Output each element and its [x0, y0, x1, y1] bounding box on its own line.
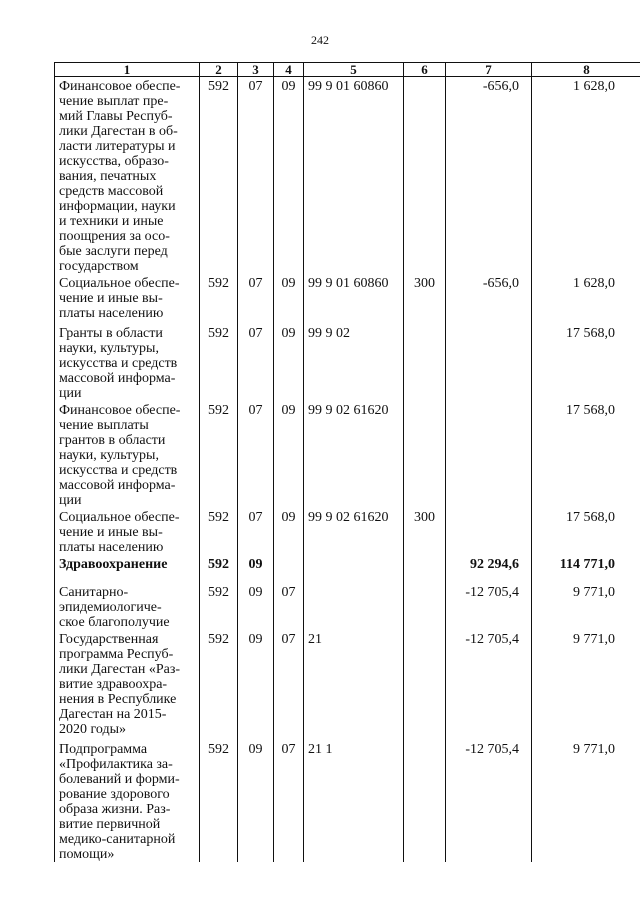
row-target-article-cell: 99 9 01 60860 [304, 77, 404, 275]
page-number: 242 [311, 33, 329, 47]
row-subsection-cell: 09 [274, 274, 304, 324]
row-amount-total-cell: 9 771,0 [532, 583, 640, 630]
row-amount-change-cell: -12 705,4 [446, 583, 532, 630]
row-section-cell: 09 [238, 630, 274, 740]
row-expense-type-cell [404, 740, 446, 862]
table-row [55, 508, 640, 555]
table-row [55, 555, 640, 583]
row-amount-total-cell: 1 628,0 [532, 77, 640, 275]
row-target-article-cell: 21 [304, 630, 404, 740]
row-amount-change-cell: 92 294,6 [446, 555, 532, 583]
row-subsection-cell: 09 [274, 324, 304, 401]
row-expense-type-cell: 300 [404, 274, 446, 324]
column-header: 5 [304, 63, 404, 77]
row-target-article-cell [304, 583, 404, 630]
row-amount-total-cell: 17 568,0 [532, 401, 640, 508]
row-section-cell: 07 [238, 274, 274, 324]
row-expense-type-cell [404, 583, 446, 630]
row-grbs-cell: 592 [200, 740, 238, 862]
row-expense-type-cell: 300 [404, 508, 446, 555]
table-row [55, 583, 640, 630]
row-section-cell: 07 [238, 77, 274, 275]
row-section-cell: 09 [238, 555, 274, 583]
column-header: 7 [446, 63, 532, 77]
column-header: 1 [55, 63, 200, 77]
row-target-article-cell: 99 9 02 61620 [304, 508, 404, 555]
table-row [55, 77, 640, 275]
row-amount-total-cell: 17 568,0 [532, 508, 640, 555]
row-subsection-cell: 09 [274, 508, 304, 555]
row-amount-total-cell: 114 771,0 [532, 555, 640, 583]
row-section-cell: 07 [238, 508, 274, 555]
row-target-article-cell [304, 555, 404, 583]
row-subsection-cell: 07 [274, 740, 304, 862]
table-row [55, 401, 640, 508]
row-amount-change-cell: -12 705,4 [446, 740, 532, 862]
row-amount-change-cell: -656,0 [446, 77, 532, 275]
row-name-cell: Здравоохранение [55, 555, 200, 583]
table-row [55, 740, 640, 862]
column-header: 4 [274, 63, 304, 77]
column-header: 2 [200, 63, 238, 77]
table-header-row [55, 63, 640, 77]
row-expense-type-cell [404, 630, 446, 740]
column-header: 3 [238, 63, 274, 77]
budget-table [54, 62, 640, 862]
row-section-cell: 09 [238, 740, 274, 862]
row-amount-total-cell: 9 771,0 [532, 630, 640, 740]
row-grbs-cell: 592 [200, 630, 238, 740]
row-subsection-cell: 09 [274, 401, 304, 508]
row-expense-type-cell [404, 324, 446, 401]
row-target-article-cell: 21 1 [304, 740, 404, 862]
row-grbs-cell: 592 [200, 583, 238, 630]
row-name-cell: Санитарно- эпидемиологиче- ское благополучие [55, 583, 200, 630]
row-amount-change-cell [446, 508, 532, 555]
row-name-cell: Финансовое обеспе- чение выплат пре- мий Главы Респуб- лики Дагестан в об- ласти литературы и искусства, образо- вания, печатных средств массовой информации, науки и техники и иные поощрения за осо- бые заслуги перед государством [55, 77, 200, 275]
row-subsection-cell [274, 555, 304, 583]
column-header: 6 [404, 63, 446, 77]
row-amount-change-cell [446, 324, 532, 401]
row-amount-change-cell: -12 705,4 [446, 630, 532, 740]
row-grbs-cell: 592 [200, 77, 238, 275]
row-name-cell: Социальное обеспе- чение и иные вы- платы населению [55, 274, 200, 324]
row-name-cell: Финансовое обеспе- чение выплаты грантов в области науки, культуры, искусства и средств массовой информа- ции [55, 401, 200, 508]
row-subsection-cell: 07 [274, 583, 304, 630]
row-grbs-cell: 592 [200, 274, 238, 324]
table-row [55, 324, 640, 401]
table-row [55, 630, 640, 740]
row-expense-type-cell [404, 401, 446, 508]
row-name-cell: Подпрограмма «Профилактика за- болеваний и форми- рование здорового образа жизни. Раз- витие первичной медико-санитарной помощи» [55, 740, 200, 862]
row-target-article-cell: 99 9 02 61620 [304, 401, 404, 508]
row-name-cell: Гранты в области науки, культуры, искусства и средств массовой информа- ции [55, 324, 200, 401]
row-amount-change-cell: -656,0 [446, 274, 532, 324]
row-subsection-cell: 07 [274, 630, 304, 740]
row-grbs-cell: 592 [200, 324, 238, 401]
row-section-cell: 07 [238, 324, 274, 401]
row-subsection-cell: 09 [274, 77, 304, 275]
row-grbs-cell: 592 [200, 508, 238, 555]
row-expense-type-cell [404, 555, 446, 583]
row-amount-change-cell [446, 401, 532, 508]
table-body [55, 77, 640, 863]
row-grbs-cell: 592 [200, 555, 238, 583]
row-expense-type-cell [404, 77, 446, 275]
table-row [55, 274, 640, 324]
row-amount-total-cell: 9 771,0 [532, 740, 640, 862]
row-name-cell: Социальное обеспе- чение и иные вы- платы населению [55, 508, 200, 555]
column-header: 8 [532, 63, 640, 77]
row-name-cell: Государственная программа Респуб- лики Дагестан «Раз- витие здравоохра- нения в Республике Дагестан на 2015- 2020 годы» [55, 630, 200, 740]
row-section-cell: 07 [238, 401, 274, 508]
row-target-article-cell: 99 9 02 [304, 324, 404, 401]
row-grbs-cell: 592 [200, 401, 238, 508]
row-amount-total-cell: 17 568,0 [532, 324, 640, 401]
row-amount-total-cell: 1 628,0 [532, 274, 640, 324]
row-section-cell: 09 [238, 583, 274, 630]
row-target-article-cell: 99 9 01 60860 [304, 274, 404, 324]
